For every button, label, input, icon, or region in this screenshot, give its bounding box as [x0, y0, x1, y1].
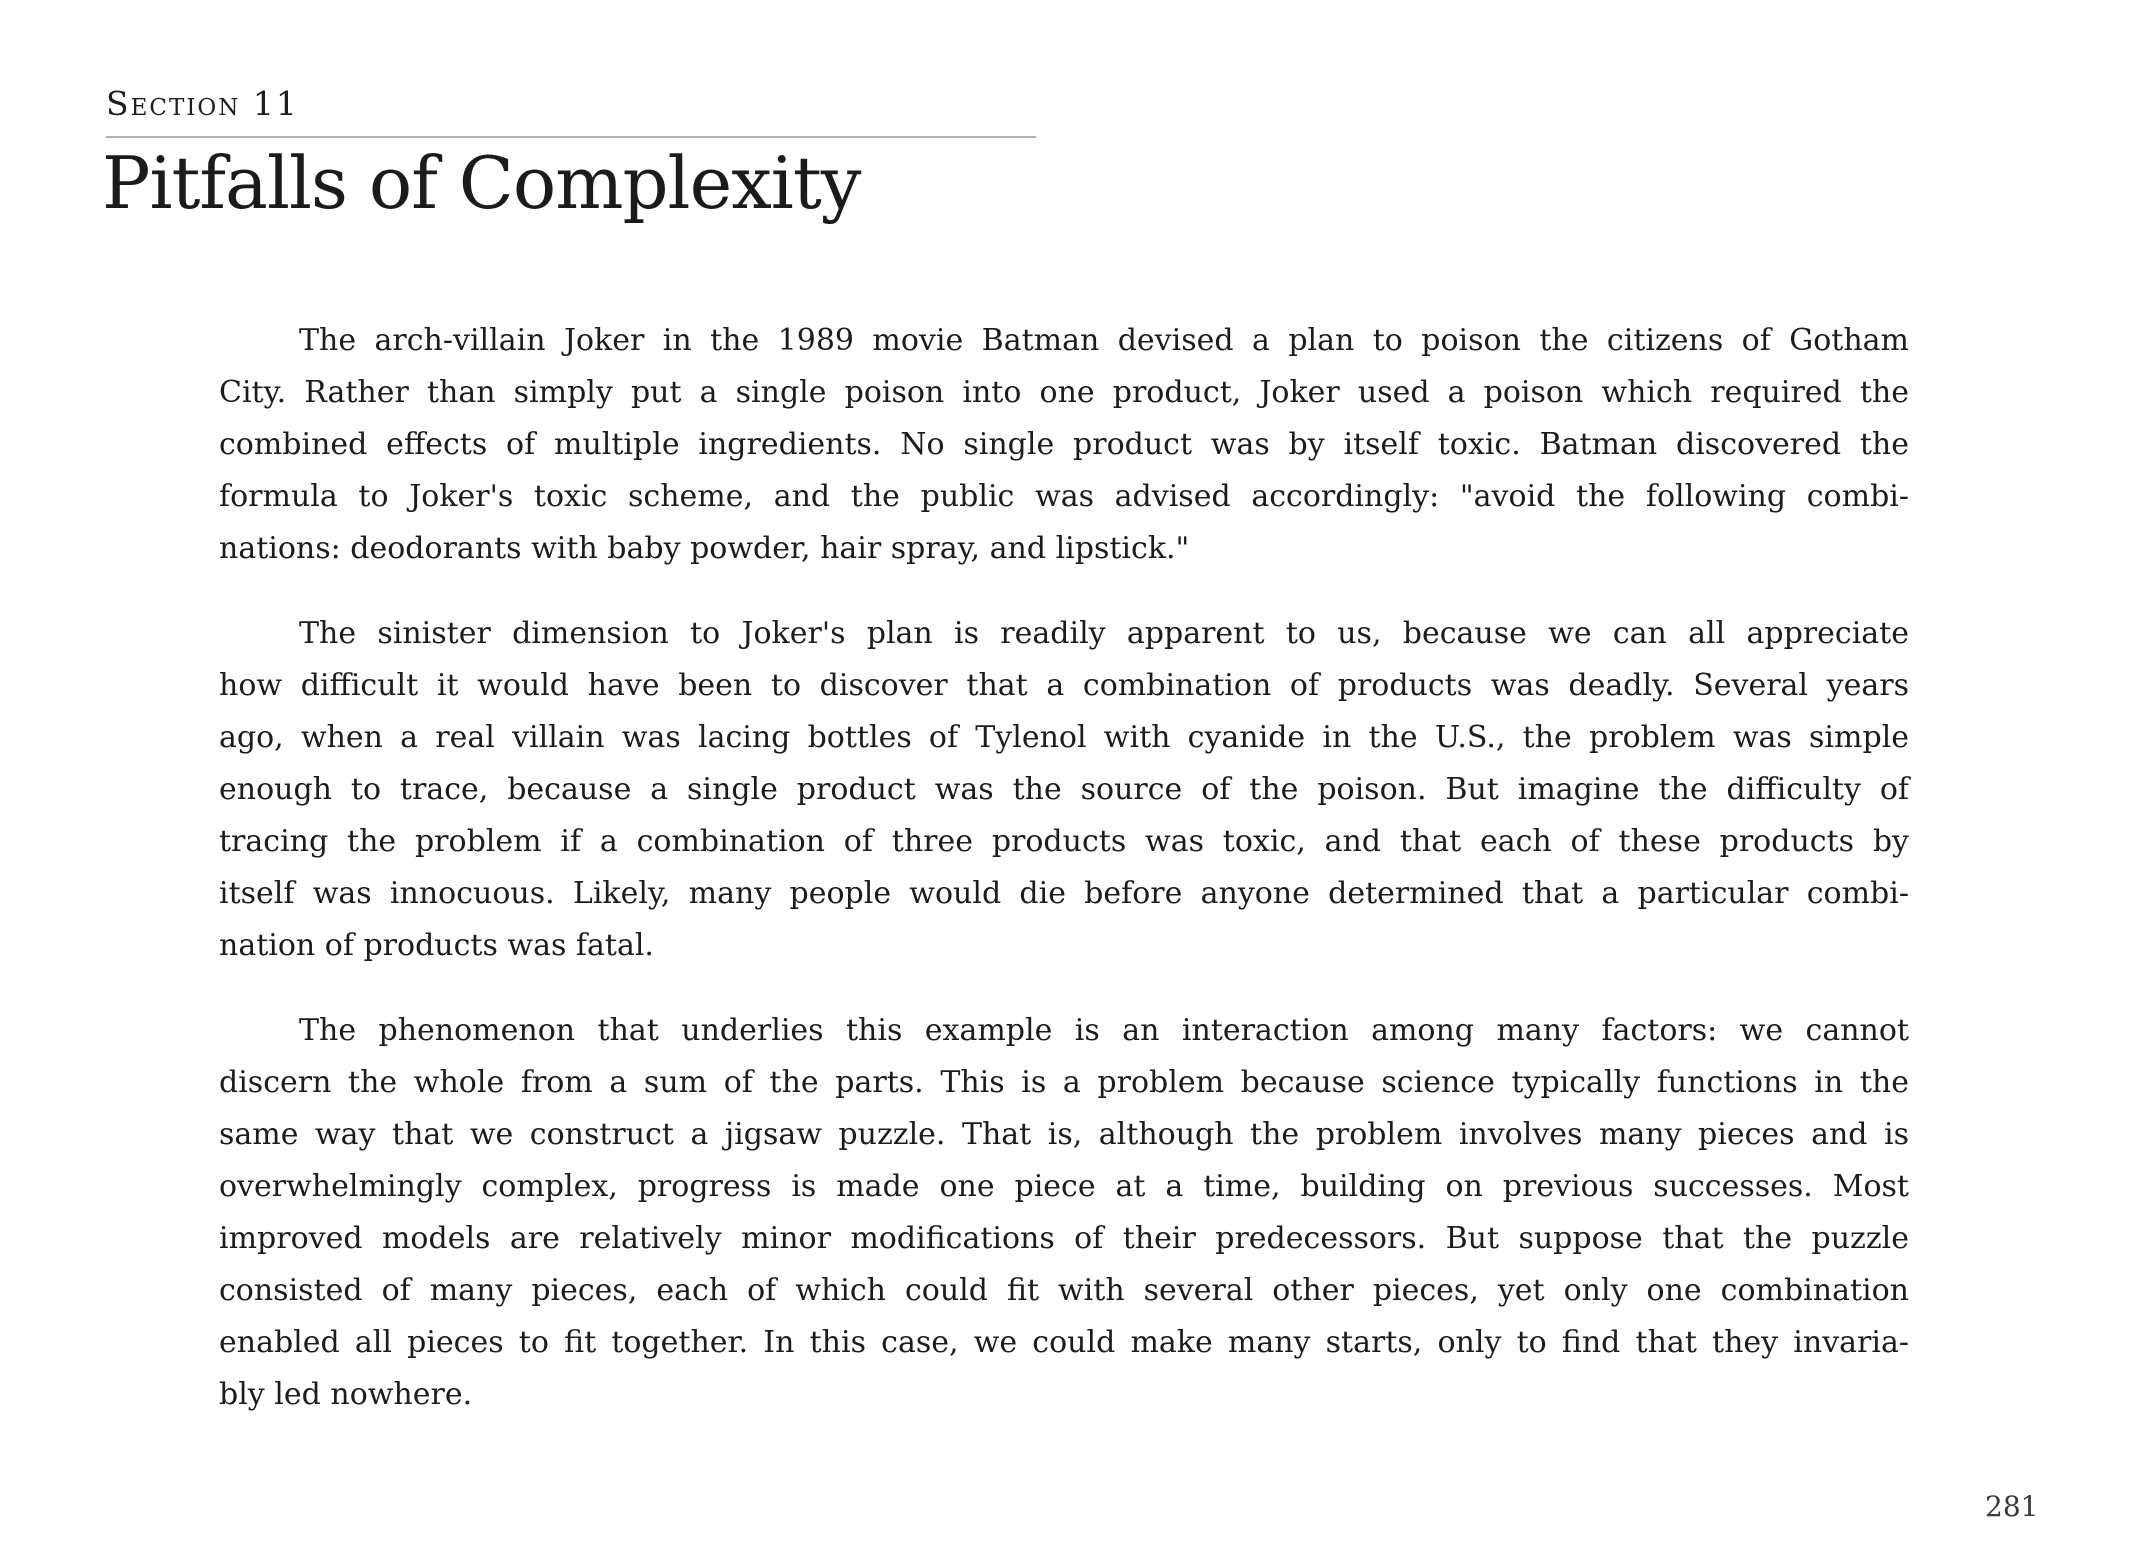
text-line: discern the whole from a sum of the parts. This is a problem because science typically functions in the [219, 1065, 1909, 1100]
text-line: combined effects of multiple ingredients. No single product was by itself toxic. Batman discovered the [219, 427, 1909, 462]
text-line: tracing the problem if a combination of three products was toxic, and that each of these products by [219, 824, 1909, 859]
section-label: Section 11 [106, 84, 299, 123]
text-line: overwhelmingly complex, progress is made one piece at a time, building on previous successes. Most [219, 1169, 1909, 1204]
text-line: same way that we construct a jigsaw puzzle. That is, although the problem involves many pieces and is [219, 1117, 1909, 1152]
text-line: enabled all pieces to fit together. In this case, we could make many starts, only to find that they invaria- [219, 1325, 1909, 1360]
text-line: how difficult it would have been to discover that a combination of products was deadly. Several years [219, 668, 1909, 703]
paragraph [219, 1005, 1909, 1421]
section-divider [106, 136, 1036, 138]
text-line: bly led nowhere. [219, 1377, 473, 1412]
text-line: nations: deodorants with baby powder, hair spray, and lipstick." [219, 531, 1190, 566]
text-line: The phenomenon that underlies this example is an interaction among many factors: we cannot [299, 1013, 1909, 1048]
paragraph [219, 315, 1909, 575]
text-line: enough to trace, because a single product was the source of the poison. But imagine the difficulty of [219, 772, 1909, 807]
text-line: City. Rather than simply put a single poison into one product, Joker used a poison which required the [219, 375, 1909, 410]
page-title: Pitfalls of Complexity [102, 141, 861, 225]
text-line: consisted of many pieces, each of which could fit with several other pieces, yet only one combination [219, 1273, 1909, 1308]
text-line: The sinister dimension to Joker's plan is readily apparent to us, because we can all appreciate [299, 616, 1909, 651]
text-line: itself was innocuous. Likely, many people would die before anyone determined that a particular combi- [219, 876, 1909, 911]
text-line: nation of products was fatal. [219, 928, 654, 963]
text-line: improved models are relatively minor modifications of their predecessors. But suppose that the puzzle [219, 1221, 1909, 1256]
text-line: The arch-villain Joker in the 1989 movie Batman devised a plan to poison the citizens of Gotham [299, 323, 1909, 358]
paragraph [219, 608, 1909, 972]
text-line: formula to Joker's toxic scheme, and the public was advised accordingly: "avoid the following combi- [219, 479, 1909, 514]
page-number: 281 [1985, 1490, 2039, 1523]
body-text [219, 315, 1909, 1421]
text-line: ago, when a real villain was lacing bottles of Tylenol with cyanide in the U.S., the problem was simple [219, 720, 1909, 755]
